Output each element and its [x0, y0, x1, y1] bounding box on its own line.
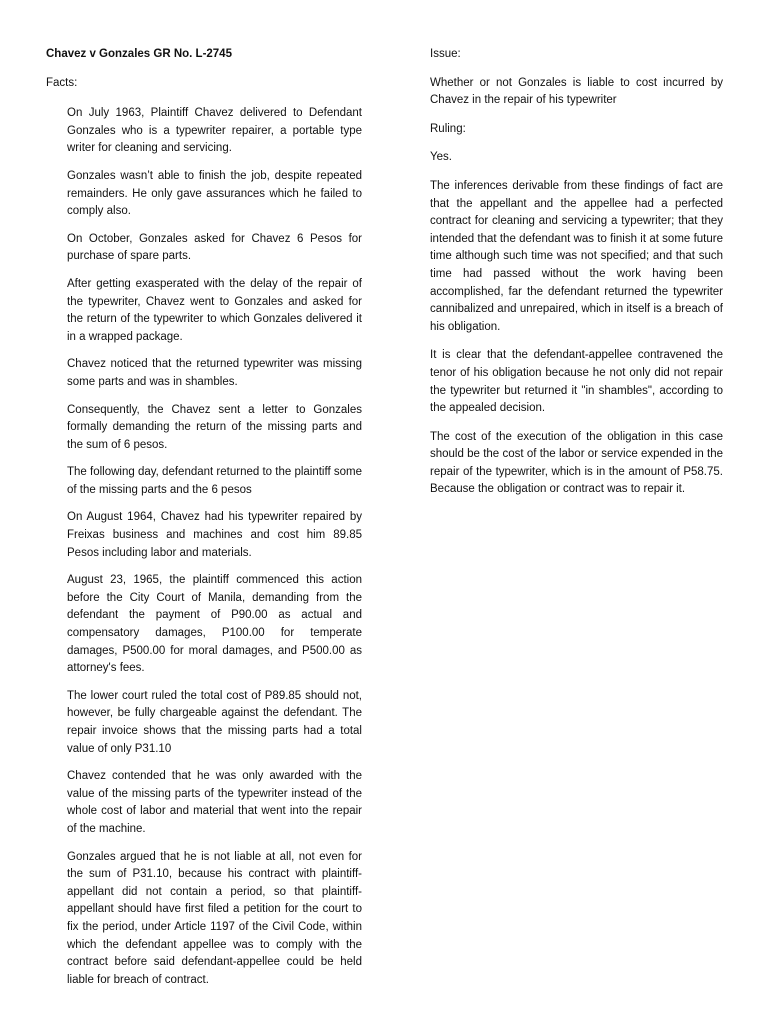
fact-paragraph: After getting exasperated with the delay of the repair of the typewriter, Chavez went to Gonzales and asked for the return of the typewriter to which Gonzales delivered it in a wrapped package.: [67, 277, 362, 343]
facts-heading: Facts:: [46, 76, 78, 89]
fact-paragraph: Consequently, the Chavez sent a letter to Gonzales formally demanding the return of the missing parts and the sum of 6 pesos.: [67, 403, 362, 451]
fact-paragraph: Gonzales wasn’t able to finish the job, despite repeated remainders. He only gave assurances which he failed to comply also.: [67, 169, 362, 218]
ruling-paragraph: It is clear that the defendant-appellee contravened the tenor of his obligation because he not only did not repair the typewriter but returned it "in shambles", according to the appealed decision.: [430, 349, 723, 415]
fact-paragraph: On October, Gonzales asked for Chavez 6 Pesos for purchase of spare parts.: [67, 232, 362, 263]
facts-list: [46, 105, 362, 989]
fact-paragraph: The following day, defendant returned to the plaintiff some of the missing parts and the 6 pesos: [67, 466, 362, 496]
ruling-short: Yes.: [430, 151, 452, 164]
fact-paragraph: Chavez contended that he was only awarded with the value of the missing parts of the typewriter instead of the whole cost of labor and material that went into the repair of the machine.: [67, 770, 362, 835]
fact-paragraph: Gonzales argued that he is not liable at all, not even for the sum of P31.10, because his contract with plaintiff-appellant did not contain a period, so that plaintiff-appellant should have first filed a petition for the court to fix the period, under Article 1197 of the Civil Code, within which the defendant appellee was to comply with the contract before said defendant-appellee could be held liable for breach of contract.: [67, 850, 362, 986]
ruling-paragraph: The cost of the execution of the obligation in this case should be the cost of the labor or service expended in the repair of the typewriter, which is in the amount of P58.75. Because the obligation or contract was to repair it.: [430, 430, 723, 496]
ruling-heading: Ruling:: [430, 122, 466, 135]
case-title: Chavez v Gonzales GR No. L-2745: [46, 48, 232, 60]
fact-paragraph: August 23, 1965, the plaintiff commenced this action before the City Court of Manila, demanding from the defendant the payment of P90.00 as actual and compensatory damages, P100.00 for temperate damages, P500.00 for moral damages, and P500.00 as attorney's fees.: [67, 574, 362, 675]
fact-paragraph: On August 1964, Chavez had his typewriter repaired by Freixas business and machines and cost him 89.85 Pesos including labor and materials.: [67, 511, 362, 559]
fact-paragraph: Chavez noticed that the returned typewriter was missing some parts and was in shambles.: [67, 358, 362, 388]
fact-paragraph: On July 1963, Plaintiff Chavez delivered to Defendant Gonzales who is a typewriter repairer, a portable type writer for cleaning and servicing.: [67, 107, 362, 155]
right-column: [430, 46, 723, 510]
left-column: [46, 46, 362, 999]
fact-paragraph: The lower court ruled the total cost of P89.85 should not, however, be fully chargeable against the defendant. The repair invoice shows that the missing parts had a total value of only P31.10: [67, 689, 362, 755]
issue-text: Whether or not Gonzales is liable to cost incurred by Chavez in the repair of his typewriter: [430, 76, 723, 107]
issue-heading: Issue:: [430, 48, 461, 60]
ruling-paragraph: The inferences derivable from these findings of fact are that the appellant and the appellee had a perfected contract for cleaning and servicing a typewriter; that they intended that the defendant was to finish it at some future time although such time was not specified; and that such time had passed without the work having been accomplished, far the defendant returned the typewriter cannibalized and unrepaired, which in itself is a breach of his obligation.: [430, 179, 723, 333]
